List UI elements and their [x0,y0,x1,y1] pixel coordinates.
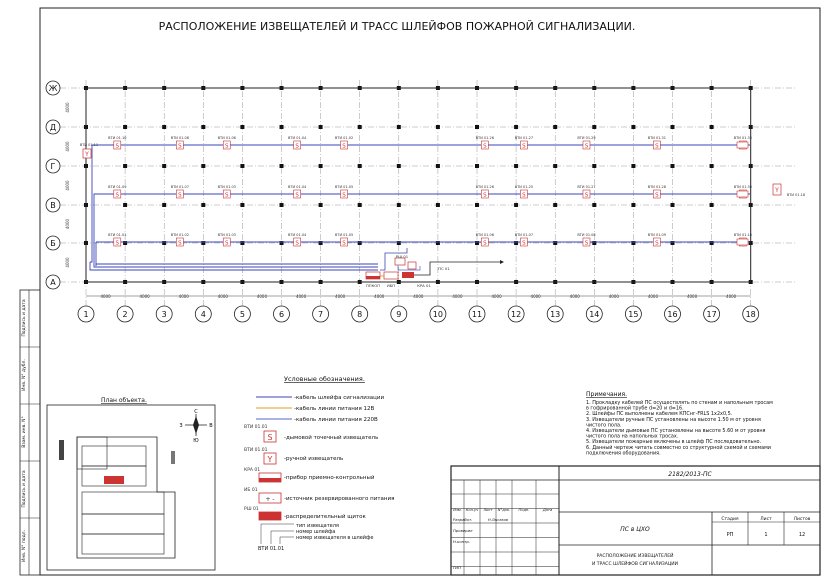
detector-label: ВТИ 01.05 [334,233,354,237]
compass-west: З [179,423,183,429]
manual-call-point-right-glyph: Y [775,187,779,194]
site-annex [171,451,175,464]
smoke-detector-glyph: S [295,192,299,199]
smoke-detector-glyph: S [225,192,229,199]
smoke-detector-glyph: S [295,240,299,247]
row-axis-label: А [50,278,56,287]
smoke-detector-glyph: S [522,143,526,150]
detector-label: ВТИ 01.04 [287,136,307,140]
site-building-block-5 [82,514,164,534]
site-target-zone [104,476,124,484]
column-post [514,203,518,207]
legend-item-smoke: -дымовой точечный извещатель [284,435,379,441]
column-post [358,203,362,207]
column-post [710,164,714,168]
site-plan-frame [47,405,215,570]
tb-system: ПС в ЦХО [620,526,650,533]
column-post [162,203,166,207]
detector-label: ВТИ 01.25 [514,185,534,189]
column-post [201,125,205,129]
smoke-detector-glyph: S [115,143,120,150]
column-post [553,164,557,168]
site-building-block-2 [82,446,146,466]
col-axis-label: 8 [357,310,363,319]
detector-label: ВТИ 01.10 [733,233,753,237]
alarm-loops [80,136,805,270]
col-axis-label: 14 [589,310,600,319]
compass-north: С [194,409,198,415]
row-axis-label: Б [50,239,56,248]
compass-icon [179,409,213,444]
column-post [397,203,401,207]
compass-east: В [209,423,213,429]
legend-item-manual: -ручной извещатель [284,456,344,462]
col-axis-label: 13 [550,310,561,319]
riser-loop-g [90,145,96,262]
column-post [514,164,518,168]
site-building-block-4 [82,492,164,514]
site-marker [59,440,64,460]
col-axis-label: 12 [511,310,522,319]
row-axis-label: Г [50,162,56,171]
col-spacing-label: 4000 [335,294,346,299]
detector-label: ВТИ 01.31 [647,136,667,140]
column-post [631,164,635,168]
col-axis-label: 7 [318,310,324,319]
column-post [397,164,401,168]
legend-tag-psu: ИБ 01 [244,488,258,493]
col-spacing-label: 4000 [726,294,737,299]
column-post [123,164,127,168]
legend-item-panel: -прибор приемно-контрольный [284,475,375,481]
column-post [436,203,440,207]
trunk-cable-3 [96,264,378,266]
note-line: 3. Извещатели ручные ПС установлены на высоте 1.50 м от уровня [586,416,761,423]
col-spacing-label: 4000 [530,294,541,299]
note-line: 4. Извещатели дымовые ПС установлены на высоте 5.60 м от уровня [586,428,766,434]
col-spacing-label: 4000 [452,294,463,299]
tb-header: N°док. [497,508,511,512]
col-spacing-label: 4000 [608,294,619,299]
legend-title: Условные обозначения. [284,375,365,383]
column-post [123,203,127,207]
smoke-detector-glyph: S [655,192,659,199]
col-axis-label: 15 [628,310,639,319]
distribution-board-icon [402,272,414,278]
smoke-detector-glyph: S [483,143,487,150]
row-spacing-label: 4000 [65,102,70,113]
col-axis-label: 17 [706,310,717,319]
junction-box-icon [395,258,405,265]
col-spacing-label: 4000 [139,294,150,299]
tb-stage: РП [726,532,734,538]
column-post [319,125,323,129]
legend-tag-smoke: ВТИ 01.01 [244,425,268,430]
tb-sheet-title-1: РАСПОЛОЖЕНИЕ ИЗВЕЩАТЕЛЕЙ [596,554,674,559]
smoke-detector-glyph: S [178,240,182,247]
legend [244,375,394,552]
detector-label: ВТИ 01.10 [108,136,127,140]
power-supply-label: ИБП [386,283,396,288]
control-panel-icon-fill [259,478,281,482]
column-post [280,125,284,129]
naming-leader-2 [271,531,294,544]
end-of-line-resistor [737,191,748,197]
site-plan-title: План объекта. [101,397,147,404]
column-post [475,125,479,129]
ps-label: ПС 01 [438,266,450,271]
detector-label: ВТИ 01.26 [475,136,494,140]
trunk-cable-1 [90,262,378,270]
legend-item-dist: -распределительный щиток [284,514,366,520]
smoke-detector-glyph: S [115,192,120,199]
row-spacing-label: 4000 [65,180,70,191]
arrow-head [500,260,504,264]
detector-label: ВТИ 01.08 [170,136,189,140]
column-post [475,164,479,168]
col-axis-label: 4 [200,310,206,319]
note-line: в гофрированной трубе d=20 и d=16. [586,405,684,412]
column-post [671,164,675,168]
detector-label: ВТИ 01.07 [170,185,189,189]
tb-revision-grid [451,480,559,575]
tb-doc-code: 2182/2013-ПС [668,471,712,478]
detector-label: ВТИ 01.07 [514,233,534,237]
col-axis-label: 6 [278,310,285,319]
tb-stage-header: Стадия [721,517,739,522]
power-supply-glyph: + - [265,496,275,503]
smoke-detector-glyph: S [225,143,229,150]
power-supply-icon [384,272,398,279]
col-axis-label: 11 [471,310,483,319]
note-line: чистого пола. [586,422,622,429]
smoke-detector-glyph: S [342,192,346,199]
row-spacing-label: 4000 [65,257,70,268]
col-axis-label: 5 [239,310,245,319]
note-line: 1. Прокладку кабелей ПС осуществлять по стенам и напольным тросам [586,400,773,406]
row-axis-label: Д [49,123,57,132]
smoke-detector-glyph: S [522,240,526,247]
naming-line-type: тип извещателя [296,523,339,529]
detector-label: ВТИ 01.29 [577,136,596,140]
detector-label: ВТИ 01.08 [577,233,596,237]
note-line: 5. Извещатели пожарные включены в шлейф ПС последовательно. [586,439,762,446]
column-post [592,164,596,168]
compass-needle [193,416,199,434]
column-post [123,125,127,129]
note-line: 2. Шлейфы ПС выполнены кабелем КПСнг-FRLS 1х2х0,5. [586,411,733,418]
legend-item-220v: -кабель линии питания 220В [294,417,378,423]
side-stamp-label: Взам. инв. N° [22,416,27,448]
note-line: 6. Данный чертеж читать совместно со структурной схемой и схемами [586,444,771,451]
tb-header: Изм. [453,508,462,512]
column-post [475,203,479,207]
detector-label: ВТИ 01.04 [287,233,307,237]
tb-sheet-header: Лист [760,517,772,522]
col-spacing-label: 4000 [217,294,228,299]
column-post [240,164,244,168]
detector-label: ВТИ 01.09 [108,185,127,189]
legend-tag-dist: РШ 01 [244,507,259,512]
col-spacing-label: 4000 [374,294,385,299]
column-post [436,125,440,129]
detector-label: ВТИ 01.05 [334,185,354,189]
distribution-board-icon [259,512,281,520]
side-stamp-label: Подпись и дата [22,299,27,337]
smoke-detector-glyph: S [584,143,589,150]
detector-label: ВТИ 01.30 [733,185,753,189]
column-post [710,203,714,207]
naming-leader-1 [261,524,294,544]
side-stamp-label: Инв. N° подл. [22,530,27,562]
col-axis-label: 9 [396,310,402,319]
junction-box-label: КРА 01 [417,283,431,288]
column-post [201,203,205,207]
legend-item-loop: -кабель шлейфа сигнализации [294,395,385,401]
column-post [358,164,362,168]
legend-item-12v: -кабель линии питания 12В [294,406,375,412]
row-spacing-label: 4000 [65,218,70,230]
column-post [592,125,596,129]
col-spacing-label: 4000 [413,294,424,299]
smoke-detector-glyph: S [178,143,182,150]
column-post [162,164,166,168]
column-post [553,203,557,207]
detector-label: ВТИ 01.03 [217,233,236,237]
smoke-detector-glyph: S [342,143,346,150]
note-line: чистого пола на напольных тросах. [586,433,679,440]
detector-label: ВТИ 01.06 [217,136,236,140]
site-building-outline [77,437,175,558]
site-building-block-1 [77,437,107,469]
column-post [280,164,284,168]
detector-label: ВТИ 01.02 [170,233,189,237]
compass-south: Ю [193,438,199,444]
detector-label: ВТИ 01.09 [647,233,667,237]
col-spacing-label: 4000 [686,294,698,299]
detector-label: ВТИ 01.26 [475,185,494,189]
smoke-detector-glyph: S [655,143,659,150]
detector-label: ВТИ 01.02 [334,136,354,140]
smoke-detector-glyph: S [178,192,182,199]
col-spacing-label: 4000 [256,294,268,299]
manual-call-point-right-label: ВТИ 01.18 [786,193,806,197]
legend-tag-manual: ВТИ 01.01 [244,448,268,453]
column-post [240,203,244,207]
col-axis-label: 16 [667,310,678,319]
detector-label: ВТИ 01.27 [577,185,596,189]
detector-label: ВТИ 01.28 [647,185,667,189]
tb-header: Дата [542,508,553,512]
smoke-detector-glyph: S [584,192,589,199]
side-stamp-label: Инв. N° дубл. [22,359,27,391]
manual-call-point-glyph: Y [267,455,273,464]
col-axis-label: 18 [745,310,756,319]
column-post [710,125,714,129]
tb-role: Н.контр. [453,539,470,544]
smoke-detector-glyph: S [225,240,229,247]
column-post [240,125,244,129]
column-post [201,164,205,168]
col-axis-label: 10 [432,310,443,319]
junction-box-2-icon [408,262,416,269]
manual-call-point-glyph: Y [85,151,89,158]
tb-developer: Н.Лысаков [488,518,509,522]
column-post [358,125,362,129]
tb-sheet: 1 [764,532,768,538]
col-spacing-label: 4000 [178,294,189,299]
manual-call-point-label: ВТИ 01.11 [79,143,99,147]
col-axis-label: 3 [161,310,167,319]
site-plan [47,397,215,570]
side-stamp-label: Подпись и дата [22,470,27,508]
legend-item-psu: -источник резервированного питания [284,496,395,502]
tb-header: Кол.уч [465,508,479,512]
distribution-label: РШ 01 [395,254,409,259]
naming-tag: ВТИ 01.01 [258,546,285,552]
column-post [553,125,557,129]
tb-role: ГИП [453,565,461,570]
col-spacing-label: 4000 [647,294,659,299]
smoke-detector-glyph: S [655,240,659,247]
smoke-detector-glyph: S [115,240,120,247]
title-block [451,466,820,575]
column-post [397,125,401,129]
naming-line-loop: номер шлейфа [296,529,336,535]
smoke-detector-glyph: S [483,192,487,199]
col-axis-label: 1 [83,310,89,319]
detector-label: ВТИ 01.06 [475,233,494,237]
column-post [671,125,675,129]
row-spacing-label: 4000 [65,141,70,152]
notes-block [586,391,773,456]
note-line: подключения оборудования. [586,450,661,457]
row-axis-label: Ж [48,84,58,93]
smoke-detector-glyph: S [483,240,487,247]
smoke-detector-glyph: S [342,240,346,247]
smoke-detector-glyph: S [522,192,526,199]
drawing-title: РАСПОЛОЖЕНИЕ ИЗВЕЩАТЕЛЕЙ И ТРАСС ШЛЕЙФОВ ПОЖАРНОЙ СИГНАЛИЗАЦИИ. [158,20,636,33]
smoke-detector-glyph: S [267,433,273,442]
column-post [319,164,323,168]
naming-line-index: номер извещателя в шлейфе [296,535,374,541]
column-post [671,203,675,207]
control-panel-label: ППКОП [365,283,381,288]
col-spacing-label: 4000 [100,294,111,299]
column-post [436,164,440,168]
detector-label: ВТИ 01.04 [287,185,307,189]
tb-sheet-title-2: И ТРАСС ШЛЕЙФОВ СИГНАЛИЗАЦИИ [591,562,679,567]
col-axis-label: 2 [122,310,128,319]
legend-tag-panel: КРА 01 [244,468,261,473]
col-spacing-label: 4000 [491,294,502,299]
smoke-detector-glyph: S [295,143,299,150]
column-post [162,125,166,129]
column-post [631,125,635,129]
tb-sheets-header: Листов [793,517,811,522]
smoke-detector-glyph: S [584,240,589,247]
row-axis-label: В [50,201,56,210]
column-post [280,203,284,207]
tb-role: Проверил [453,528,473,533]
side-stamp [20,290,40,575]
detector-label: ВТИ 01.01 [108,233,127,237]
column-post [592,203,596,207]
tb-header: Лист [483,508,493,512]
tb-header: Подп. [518,508,530,512]
column-post [631,203,635,207]
column-post [514,125,518,129]
notes-lines [586,399,773,456]
site-building-block-6 [82,534,164,554]
cable-220v [414,262,500,275]
tb-role: Разработ. [453,517,473,522]
detector-label: ВТИ 01.33 [733,136,753,140]
naming-leader-3 [280,537,294,544]
end-of-line-resistor [737,142,748,148]
col-spacing-label: 4000 [569,294,580,299]
detector-label: ВТИ 01.03 [217,185,236,189]
col-spacing-label: 4000 [295,294,307,299]
column-post [319,203,323,207]
detector-label: ВТИ 01.27 [514,136,534,140]
control-panel-icon-fill [366,276,380,279]
tb-sheets: 12 [798,532,806,538]
end-of-line-resistor [737,239,748,245]
notes-title: Примечания. [586,391,627,398]
